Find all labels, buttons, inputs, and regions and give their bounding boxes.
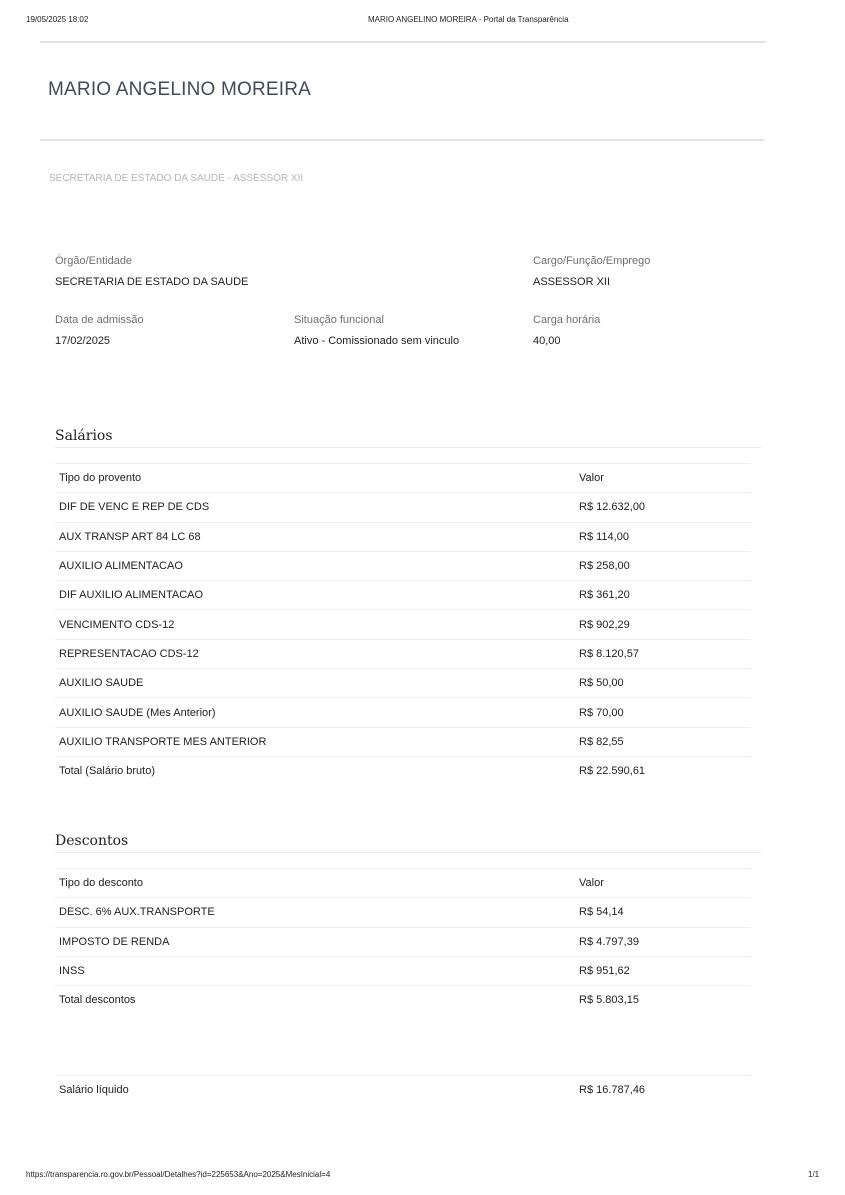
table-row [55,610,751,639]
tipo-cell: AUXILIO SAUDE [55,669,575,698]
salarios-title: Salários [55,428,113,444]
cargo-label: Cargo/Função/Emprego [533,255,651,267]
tipo-cell: DIF AUXILIO ALIMENTACAO [55,581,575,610]
total-value: R$ 22.590,61 [575,756,751,785]
valor-cell: R$ 12.632,00 [575,493,751,522]
footer-url: https://transparencia.ro.gov.br/Pessoal/Detalhes?id=225653&Ano=2025&MesInicial=4 [26,1170,331,1179]
tipo-cell: REPRESENTACAO CDS-12 [55,639,575,668]
tipo-cell: DIF DE VENC E REP DE CDS [55,493,575,522]
tipo-cell: DESC. 6% AUX.TRANSPORTE [55,898,575,927]
col-valor: Valor [575,464,751,493]
table-header-row [55,464,751,493]
table-row [55,727,751,756]
col-valor: Valor [575,869,751,898]
valor-cell: R$ 258,00 [575,551,751,580]
table-row [55,522,751,551]
tipo-cell: AUXILIO SAUDE (Mes Anterior) [55,698,575,727]
total-value: R$ 5.803,15 [575,986,751,1015]
tipo-cell: IMPOSTO DE RENDA [55,927,575,956]
liquido-value: R$ 16.787,46 [575,1076,751,1105]
valor-cell: R$ 50,00 [575,669,751,698]
descontos-divider [55,852,761,853]
salarios-divider [55,447,761,448]
print-datetime: 19/05/2025 18:02 [26,15,89,24]
valor-cell: R$ 4.797,39 [575,927,751,956]
tipo-cell: INSS [55,956,575,985]
table-row [55,669,751,698]
situacao-label: Situação funcional [294,314,384,326]
table-row [55,956,751,985]
footer-page: 1/1 [808,1170,820,1179]
person-name: MARIO ANGELINO MOREIRA [48,79,312,100]
valor-cell: R$ 951,62 [575,956,751,985]
valor-cell: R$ 361,20 [575,581,751,610]
valor-cell: R$ 54,14 [575,898,751,927]
descontos-table [55,868,751,1014]
table-row [55,551,751,580]
tipo-cell: AUX TRANSP ART 84 LC 68 [55,522,575,551]
valor-cell: R$ 114,00 [575,522,751,551]
total-row [55,986,751,1015]
table-row [55,698,751,727]
name-divider [40,139,764,141]
col-tipo-provento: Tipo do provento [55,464,575,493]
table-row [55,493,751,522]
liquido-label: Salário líquido [55,1076,575,1105]
valor-cell: R$ 82,55 [575,727,751,756]
person-subtitle: SECRETARIA DE ESTADO DA SAUDE - ASSESSOR XII [49,173,304,184]
col-tipo-desconto: Tipo do desconto [55,869,575,898]
carga-value: 40,00 [533,335,561,347]
valor-cell: R$ 902,29 [575,610,751,639]
salarios-table [55,463,751,785]
cargo-value: ASSESSOR XII [533,276,611,288]
total-row [55,756,751,785]
tipo-cell: AUXILIO TRANSPORTE MES ANTERIOR [55,727,575,756]
table-row [55,898,751,927]
orgao-value: SECRETARIA DE ESTADO DA SAUDE [55,276,249,288]
admissao-label: Data de admissão [55,314,144,326]
descontos-title: Descontos [55,833,129,849]
table-header-row [55,869,751,898]
table-row [55,927,751,956]
carga-label: Carga horária [533,314,601,326]
table-row [55,581,751,610]
valor-cell: R$ 70,00 [575,698,751,727]
orgao-label: Órgão/Entidade [55,255,133,267]
tipo-cell: VENCIMENTO CDS-12 [55,610,575,639]
admissao-value: 17/02/2025 [55,335,111,347]
header-divider [40,41,766,43]
tipo-cell: AUXILIO ALIMENTACAO [55,551,575,580]
liquido-table [55,1075,751,1104]
total-label: Total (Salário bruto) [55,756,575,785]
print-page-title: MARIO ANGELINO MOREIRA - Portal da Transparência [368,15,569,24]
table-row [55,639,751,668]
total-label: Total descontos [55,986,575,1015]
liquido-row [55,1076,751,1105]
valor-cell: R$ 8.120,57 [575,639,751,668]
situacao-value: Ativo - Comissionado sem vinculo [294,335,460,347]
